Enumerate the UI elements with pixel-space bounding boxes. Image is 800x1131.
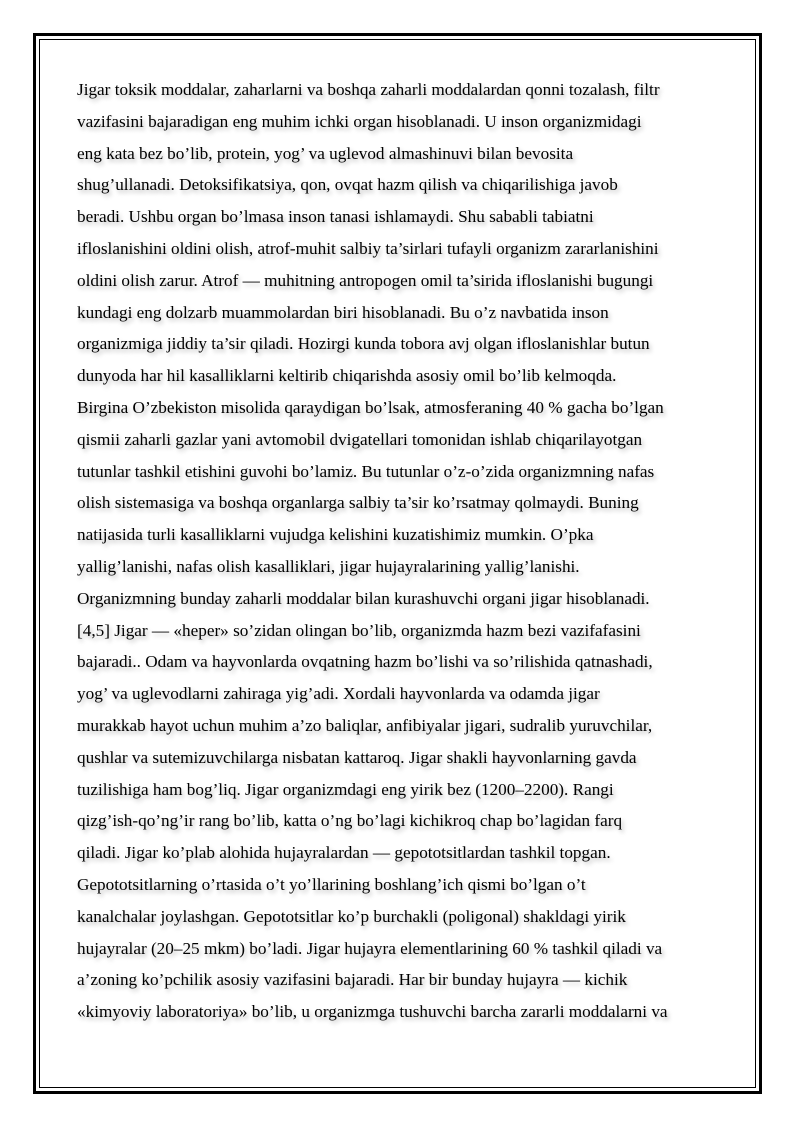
text-line: Jigar toksik moddalar, zaharlarni va boshqa zaharli moddalardan qonni tozalash, filtr — [77, 80, 660, 99]
text-line: hujayralar (20–25 mkm) bo’ladi. Jigar hujayra elementlarining 60 % tashkil qiladi va — [77, 938, 663, 958]
text-line: shug’ullanadi. Detoksifikatsiya, qon, ovqat hazm qilish va chiqarilishiga javob — [77, 175, 618, 195]
text-line: qiladi. Jigar ko’plab alohida hujayralardan — gepototsitlardan tashkil topgan. — [77, 843, 611, 863]
text-line: dunyoda har hil kasalliklarni keltirib chiqarishda asosiy omil bo’lib kelmoqda. — [77, 366, 617, 386]
text-line: vazifasini bajaradigan eng muhim ichki organ hisoblanadi. U inson organizmidagi — [77, 111, 642, 131]
text-line: tuzilishiga ham bog’liq. Jigar organizmdagi eng yirik bez (1200–2200). Rangi — [77, 779, 614, 799]
text-line: natijasida turli kasalliklarni vujudga kelishini kuzatishimiz mumkin. O’pka — [77, 525, 594, 545]
text-line: Organizmning bunday zaharli moddalar bilan kurashuvchi organi jigar hisoblanadi. — [77, 588, 650, 608]
body-text — [77, 74, 727, 1028]
text-line: olish sistemasiga va boshqa organlarga salbiy ta’sir ko’rsatmay qolmaydi. Buning — [77, 493, 639, 513]
text-line: Gepototsitlarning o’rtasida o’t yo’llarining boshlang’ich qismi bo’lgan o’t — [77, 874, 586, 894]
text-line: a’zoning ko’pchilik asosiy vazifasini bajaradi. Har bir bunday hujayra — kichik — [77, 970, 628, 990]
text-line: kundagi eng dolzarb muammolardan biri hisoblanadi. Bu o’z navbatida inson — [77, 302, 609, 322]
text-line: eng kata bez bo’lib, protein, yog’ va uglevod almashinuvi bilan bevosita — [77, 143, 574, 163]
text-line: yallig’lanishi, nafas olish kasalliklari, jigar hujayralarining yallig’lanishi. — [77, 556, 580, 576]
text-line: yog’ va uglevodlarni zahiraga yig’adi. Xordali hayvonlarda va odamda jigar — [77, 684, 600, 704]
text-line: kanalchalar joylashgan. Gepototsitlar ko’p burchakli (poligonal) shakldagi yirik — [77, 906, 626, 926]
text-line: Birgina O’zbekiston misolida qaraydigan bo’lsak, atmosferaning 40 % gacha bo’lgan — [77, 397, 664, 417]
text-line: qushlar va sutemizuvchilarga nisbatan kattaroq. Jigar shakli hayvonlarning gavda — [77, 747, 637, 767]
text-line: qismii zaharli gazlar yani avtomobil dvigatellari tomonidan ishlab chiqarilayotgan — [77, 429, 643, 449]
text-line: «kimyoviy laboratoriya» bo’lib, u organizmga tushuvchi barcha zararli moddalarni va — [77, 1002, 668, 1022]
text-line: ifloslanishini oldini olish, atrof-muhit salbiy ta’sirlari tufayli organizm zararlanishini — [77, 238, 659, 258]
text-line: murakkab hayot uchun muhim a’zo baliqlar, anfibiyalar jigari, sudralib yuruvchilar, — [77, 715, 653, 735]
text-line: beradi. Ushbu organ bo’lmasa inson tanasi ishlamaydi. Shu sababli tabiatni — [77, 207, 594, 227]
text-line: qizg’ish-qo’ng’ir rang bo’lib, katta o’ng bo’lagi kichikroq chap bo’lagidan farq — [77, 811, 623, 831]
text-line: bajaradi.. Odam va hayvonlarda ovqatning hazm bo’lishi va so’rilishida qatnashadi, — [77, 652, 653, 672]
text-line: oldini olish zarur. Atrof — muhitning antropogen omil ta’sirida ifloslanishi bugungi — [77, 270, 654, 290]
text-line: [4,5] Jigar — «heper» so’zidan olingan bo’lib, organizmda hazm bezi vazifafasini — [77, 620, 641, 640]
text-line: organizmiga jiddiy ta’sir qiladi. Hozirgi kunda tobora avj olgan ifloslanishlar butun — [77, 334, 650, 354]
text-line: tutunlar tashkil etishini guvohi bo’lamiz. Bu tutunlar o’z-o’zida organizmning nafas — [77, 461, 655, 481]
